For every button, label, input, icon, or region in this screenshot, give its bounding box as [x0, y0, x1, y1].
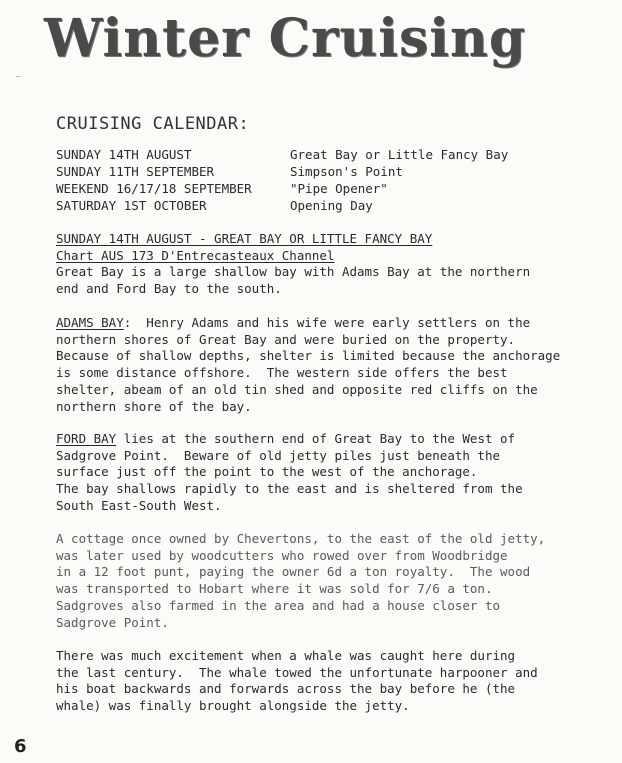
paragraph-line: was transported to Hobart where it was sold for 7/6 a ton.: [56, 581, 493, 597]
paragraph-line: whale) was finally brought alongside the jetty.: [56, 698, 410, 714]
paragraph-line: Sadgroves also farmed in the area and had a house closer to: [56, 597, 501, 613]
paragraph-line: surface just off the point to the west of the anchorage.: [56, 464, 478, 480]
paragraph-line: Great Bay is a large shallow bay with Adams Bay at the northern: [56, 264, 531, 280]
paragraph-line: northern shore of the bay.: [56, 398, 252, 414]
ford-bay-paragraph: [56, 431, 596, 515]
page-title: Winter Cruising: [44, 8, 527, 69]
paragraph-line: Sadgrove Point. Beware of old jetty piles just beneath the: [56, 447, 501, 463]
calendar-date: SUNDAY 11TH SEPTEMBER: [56, 164, 215, 179]
paragraph-text: lies at the southern end of Great Bay to the West of: [116, 431, 516, 446]
paragraph-line: in a 12 foot punt, paying the owner 6d a ton royalty. The wood: [56, 564, 531, 580]
calendar-date: SATURDAY 1ST OCTOBER: [56, 198, 207, 213]
whale-paragraph: [56, 648, 596, 715]
great-bay-section: [56, 231, 596, 298]
cottage-paragraph: [56, 531, 596, 631]
paragraph-line: South East-South West.: [56, 497, 222, 513]
adams-bay-label: ADAMS BAY: [56, 315, 124, 330]
paragraph-line: Sadgrove Point.: [56, 614, 169, 630]
margin-mark: [16, 76, 20, 77]
paragraph-line: end and Ford Bay to the south.: [56, 281, 282, 297]
calendar-date: SUNDAY 14TH AUGUST: [56, 147, 192, 162]
paragraph-line: the last century. The whale towed the unfortunate harpooner and: [56, 664, 538, 680]
calendar-place: "Pipe Opener": [290, 181, 388, 196]
section-heading: SUNDAY 14TH AUGUST - GREAT BAY OR LITTLE FANCY BAY: [56, 231, 433, 246]
paragraph-line: is some distance offshore. The western side offers the best: [56, 365, 508, 381]
paragraph-line: his boat backwards and forwards across the bay before he (the: [56, 681, 516, 697]
page-number: 6: [14, 736, 27, 757]
paragraph-line: shelter, abeam of an old tin shed and opposite red cliffs on the: [56, 381, 538, 397]
adams-bay-paragraph: [56, 315, 596, 415]
paragraph-line: [56, 431, 596, 448]
paragraph-line: The bay shallows rapidly to the east and is sheltered from the: [56, 481, 523, 497]
calendar-place: Opening Day: [290, 198, 373, 213]
ford-bay-label: FORD BAY: [56, 431, 117, 446]
paragraph-line: was later used by woodcutters who rowed over from Woodbridge: [56, 547, 508, 563]
calendar-date: WEEKEND 16/17/18 SEPTEMBER: [56, 181, 252, 196]
paragraph-line: northern shores of Great Bay and were buried on the property.: [56, 331, 516, 347]
paragraph-text: : Henry Adams and his wife were early settlers on the: [123, 315, 531, 330]
paragraph-line: Because of shallow depths, shelter is limited because the anchorage: [56, 348, 561, 364]
calendar-place: Simpson's Point: [290, 164, 403, 179]
paragraph-line: There was much excitement when a whale was caught here during: [56, 648, 516, 663]
paragraph-line: [56, 315, 596, 332]
chart-reference: Chart AUS 173 D'Entrecasteaux Channel: [56, 247, 335, 263]
calendar-heading: CRUISING CALENDAR:: [56, 114, 250, 134]
calendar-place: Great Bay or Little Fancy Bay: [290, 147, 509, 162]
paragraph-line: A cottage once owned by Chevertons, to the east of the old jetty,: [56, 531, 546, 546]
